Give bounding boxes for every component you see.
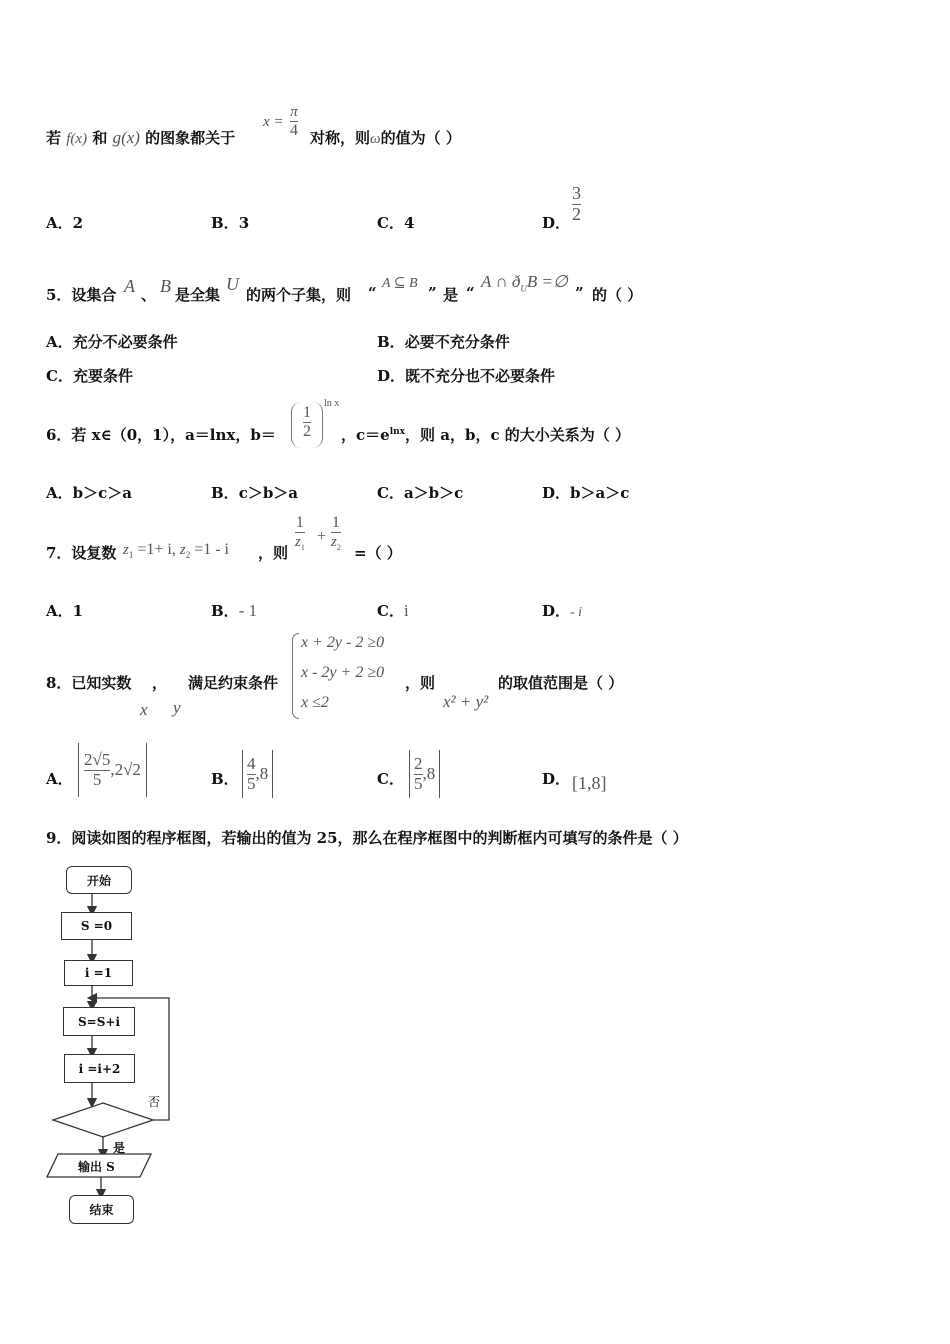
q6-option-b[interactable]: B．c＞b＞a <box>211 484 299 502</box>
q5-rq1: ” <box>428 284 437 302</box>
q4-stem-2: 对称，则ω的值为（ ） <box>310 129 461 147</box>
q4-option-b[interactable]: B．3 <box>211 214 250 232</box>
q5-lq1: “ <box>368 284 377 302</box>
q7-stem-2: ，则 <box>258 544 289 562</box>
q7-option-a[interactable]: A．1 <box>46 602 84 620</box>
q6-b-exponent: ln x <box>324 398 340 409</box>
q8-option-b[interactable]: B． <box>211 770 239 788</box>
q5-mid1: 是全集 <box>175 286 221 304</box>
flowchart-sum: S=S+i <box>63 1007 135 1036</box>
q8-var-x: x <box>140 700 148 719</box>
q5-option-d[interactable]: D．既不充分也不必要条件 <box>377 367 556 385</box>
flowchart-start: 开始 <box>66 866 132 894</box>
q8-option-a[interactable]: A． <box>46 770 73 788</box>
q4-option-a[interactable]: A．2 <box>46 214 84 232</box>
q5-set-a: A <box>124 276 135 296</box>
q8-var-y: y <box>173 698 181 717</box>
q4-x-eq: x = <box>263 114 284 130</box>
q8-constraint-3: x ≤2 <box>301 694 329 711</box>
q8-option-c-interval: $\frac{2}{5}$ ,8 <box>409 750 440 798</box>
q7-plus: + <box>317 528 327 545</box>
q5-option-c[interactable]: C．充要条件 <box>46 367 133 385</box>
q4-option-d[interactable]: D． <box>542 214 571 232</box>
q6-b-paren: $\frac{1}{2}$ <box>291 402 323 448</box>
q8-expression: x² + y² <box>443 692 489 711</box>
flowchart-output: 输出 S <box>78 1160 115 1174</box>
q7-stem-3: =（ ） <box>354 544 402 562</box>
q8-option-d[interactable]: D． <box>542 770 571 788</box>
q5-cond2: A ∩ $ð_UB$ =∅ <box>481 272 568 294</box>
flowchart-end: 结束 <box>69 1195 134 1224</box>
q5-option-b[interactable]: B．必要不充分条件 <box>377 333 510 351</box>
q8-option-d-interval: [1,8] <box>572 773 607 793</box>
q6-option-a[interactable]: A．b＞c＞a <box>46 484 132 502</box>
q5-cond1: A ⊆ B <box>382 276 418 291</box>
q7-frac-1: $\frac{1}{z_1}$ <box>295 514 305 552</box>
q8-option-a-interval: $\frac{2√5}{5}$ ,2√2 <box>78 743 147 797</box>
q5-set-u: U <box>226 274 239 294</box>
q4-stem: 若 f(x) 和 g(x) 的图象都关于 <box>46 128 236 147</box>
q4-option-d-fraction: $\frac{3}{2}$ <box>572 183 581 224</box>
q6-stem-1: 6．若 x∈（0，1），a＝lnx，b＝ <box>46 426 276 444</box>
q4-option-c[interactable]: C．4 <box>377 214 415 232</box>
q8-stem-4: 的取值范围是（ ） <box>498 674 624 692</box>
q5-mid2: 的两个子集，则 <box>246 286 352 304</box>
q6-option-d[interactable]: D．b＞a＞c <box>542 484 630 502</box>
q7-frac-2: $\frac{1}{z_2}$ <box>331 514 341 552</box>
q6-option-c[interactable]: C．a＞b＞c <box>377 484 464 502</box>
flowchart-yes-label: 是 <box>113 1141 126 1155</box>
q7-stem-1: 7．设复数 <box>46 544 117 562</box>
q5-lq2: “ <box>466 284 475 302</box>
q7-option-c[interactable]: C．i <box>377 601 409 620</box>
q8-stem-1: 8．已知实数 <box>46 674 132 692</box>
q5-option-a[interactable]: A．充分不必要条件 <box>46 333 178 351</box>
q8-option-c[interactable]: C． <box>377 770 404 788</box>
q8-comma: ， <box>152 674 168 692</box>
q7-z-definitions: $z_1 =1+ i$, $z_2 =1 - i$ <box>123 541 229 561</box>
q8-stem-2: 满足约束条件 <box>188 674 279 692</box>
flowchart-no-label: 否 <box>148 1095 161 1109</box>
q5-stem: 5．设集合 <box>46 286 117 304</box>
q8-constraint-1: x + 2y - 2 ≥0 <box>301 634 385 651</box>
q6-stem-2: ，$c=e^{lnx}$，则 a，b，c 的大小关系为（ ） <box>341 426 631 444</box>
flowchart-init-s: S =0 <box>61 912 132 940</box>
q8-constraint-2: x - 2y + 2 ≥0 <box>301 664 385 681</box>
q5-set-b: B <box>160 276 171 296</box>
flowchart-increment: i =i+2 <box>64 1054 135 1083</box>
q8-option-b-interval: $\frac{4}{5}$ ,8 <box>242 750 273 798</box>
flowchart-init-i: i =1 <box>64 960 133 986</box>
q4-pi-over-4: $\frac{\pi}{4}$ <box>290 104 298 139</box>
q7-option-b[interactable]: B．- 1 <box>211 601 258 620</box>
q7-option-d[interactable]: D．- i <box>542 602 583 620</box>
q5-is: 是 <box>443 286 459 304</box>
q8-stem-3: ，则 <box>405 674 436 692</box>
q5-sep: 、 <box>141 286 157 304</box>
q5-end: 的（ ） <box>592 286 643 304</box>
q5-rq2: ” <box>575 284 584 302</box>
q9-stem: 9．阅读如图的程序框图，若输出的值为 25，那么在程序框图中的判断框内可填写的条件是（ ） <box>46 829 688 847</box>
